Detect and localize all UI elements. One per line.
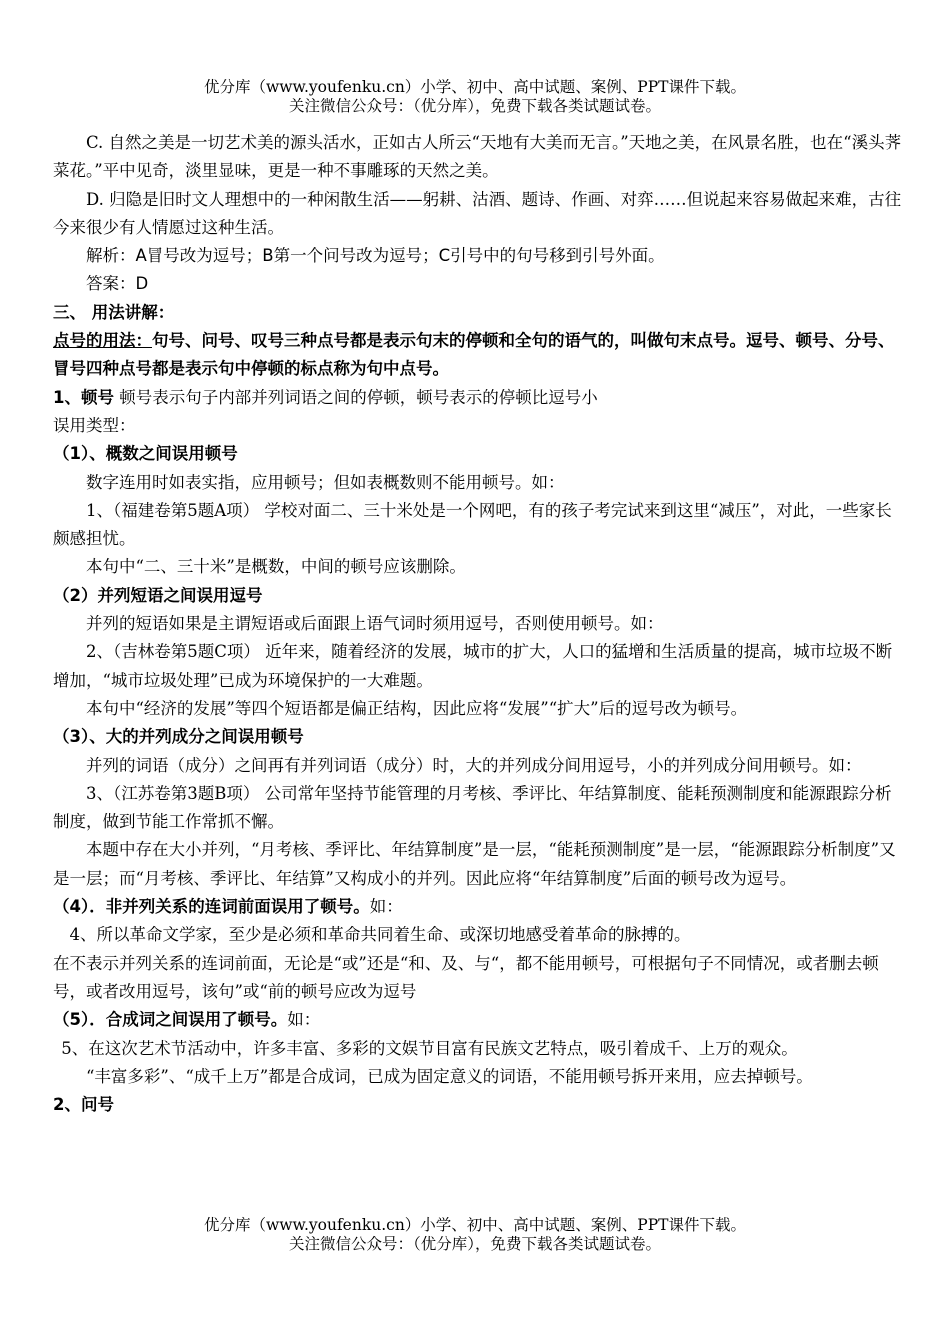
dunhao-definition: 顿号表示句子内部并列词语之间的停顿，顿号表示的停顿比逗号小 — [119, 387, 598, 407]
heading-2-rule: 并列的短语如果是主谓短语或后面跟上语气词时须用逗号，否则使用顿号。如： — [86, 614, 664, 634]
example-3: 3、（江苏卷第3题B项） 公司常年坚持节能管理的月考核、季评比、年结算制度、能耗预测制度和能源跟踪分析制度，做到节能工作常抓不懈。 — [53, 783, 892, 832]
point-usage-paragraph — [53, 327, 903, 384]
header-line-2: 关注微信公众号：（优分库），免费下载各类试题试卷。 — [288, 97, 661, 115]
page-footer — [0, 1216, 950, 1254]
section-3-heading: 三、 用法讲解： — [53, 302, 175, 322]
option-d: D. 归隐是旧时文人理想中的一种闲散生活——躬耕、沽酒、题诗、作画、对弈……但说起来容易做起来难，古往今来很少有人情愿过这种生活。 — [53, 189, 902, 237]
dunhao-label: 1、顿号 — [53, 387, 114, 407]
point-usage-label: 点号的用法： — [53, 331, 152, 351]
header-line-1: 优分库（www.youfenku.cn）小学、初中、高中试题、案例、PPT课件下载。 — [203, 78, 747, 96]
heading-4-label: （4）．非并列关系的连词前面误用了顿号。 — [53, 897, 370, 917]
heading-4-suffix: 如： — [369, 897, 403, 917]
heading-1-rule: 数字连用时如表实指，应用顿号；但如表概数则不能用顿号。如： — [86, 472, 565, 492]
analysis: 解析：A冒号改为逗号；B第一个问号改为逗号；C引号中的句号移到引号外面。 — [86, 246, 665, 266]
wenhao-heading: 2、问号 — [53, 1095, 114, 1115]
heading-1: （1）、概数之间误用顿号 — [53, 444, 238, 464]
heading-5-label: （5）．合成词之间误用了顿号。 — [53, 1010, 288, 1030]
heading-5-suffix: 如： — [287, 1010, 321, 1030]
option-c: C. 自然之美是一切艺术美的源头活水，正如古人所云“天地有大美而无言。”天地之美，在风景名胜，也在“溪头荠菜花。”平中见奇，淡里显味，更是一种不事雕琢的天然之美。 — [53, 133, 902, 181]
example-1-note: 本句中“二、三十米”是概数，中间的顿号应该删除。 — [86, 557, 466, 577]
answer: 答案：D — [86, 274, 149, 294]
dunhao-heading — [53, 384, 903, 412]
page-header — [0, 78, 950, 116]
example-1: 1、（福建卷第5题A项） 学校对面二、三十米处是一个网吧，有的孩子考完试来到这里“减压”，对此，一些家长颇感担忧。 — [53, 500, 892, 549]
example-2: 2、（吉林卷第5题C项） 近年来，随着经济的发展，城市的扩大，人口的猛增和生活质量的提高，城市垃圾不断增加，“城市垃圾处理”已成为环境保护的一大难题。 — [53, 642, 893, 690]
example-5-note: “丰富多彩”、“成千上万”都是合成词，已成为固定意义的词语，不能用顿号拆开来用，应去掉顿号。 — [86, 1066, 813, 1086]
point-usage-text: 句号、问号、叹号三种点号都是表示句末的停顿和全句的语气的，叫做句末点号。逗号、顿号、分号、冒号四种点号都是表示句中停顿的标点称为句中点号。 — [53, 331, 895, 379]
example-2-note: 本句中“经济的发展”等四个短语都是偏正结构，因此应将“发展”“扩大”后的逗号改为顿号。 — [86, 698, 748, 718]
document-body — [53, 129, 903, 1119]
heading-3: （3）、大的并列成分之间误用顿号 — [53, 727, 304, 747]
footer-line-1: 优分库（www.youfenku.cn）小学、初中、高中试题、案例、PPT课件下载。 — [203, 1216, 747, 1234]
example-4: 4、所以革命文学家，至少是必须和革命共同着生命、或深切地感受着革命的脉搏的。 — [69, 925, 691, 945]
footer-line-2: 关注微信公众号：（优分库），免费下载各类试题试卷。 — [288, 1235, 661, 1253]
example-3-note: 本题中存在大小并列，“月考核、季评比、年结算制度”是一层，“能耗预测制度”是一层，“能源跟踪分析制度”又是一层；而“月考核、季评比、年结算”又构成小的并列。因此应将“年结算制度”后面的顿号改为逗号。 — [53, 840, 896, 888]
heading-2: （2）并列短语之间误用逗号 — [53, 585, 263, 605]
heading-4 — [53, 893, 903, 921]
heading-5 — [53, 1006, 903, 1034]
example-4-note: 在不表示并列关系的连词前面，无论是“或”还是“和、及、与“，都不能用顿号，可根据句子不同情况，或者删去顿号，或者改用逗号，该句”或“前的顿号应改为逗号 — [53, 953, 879, 1001]
example-5: 5、在这次艺术节活动中，许多丰富、多彩的文娱节目富有民族文艺特点，吸引着成千、上万的观众。 — [61, 1038, 798, 1058]
heading-3-rule: 并列的词语（成分）之间再有并列词语（成分）时，大的并列成分间用逗号，小的并列成分间用顿号。如： — [86, 755, 862, 775]
error-types-label: 误用类型： — [53, 415, 136, 435]
